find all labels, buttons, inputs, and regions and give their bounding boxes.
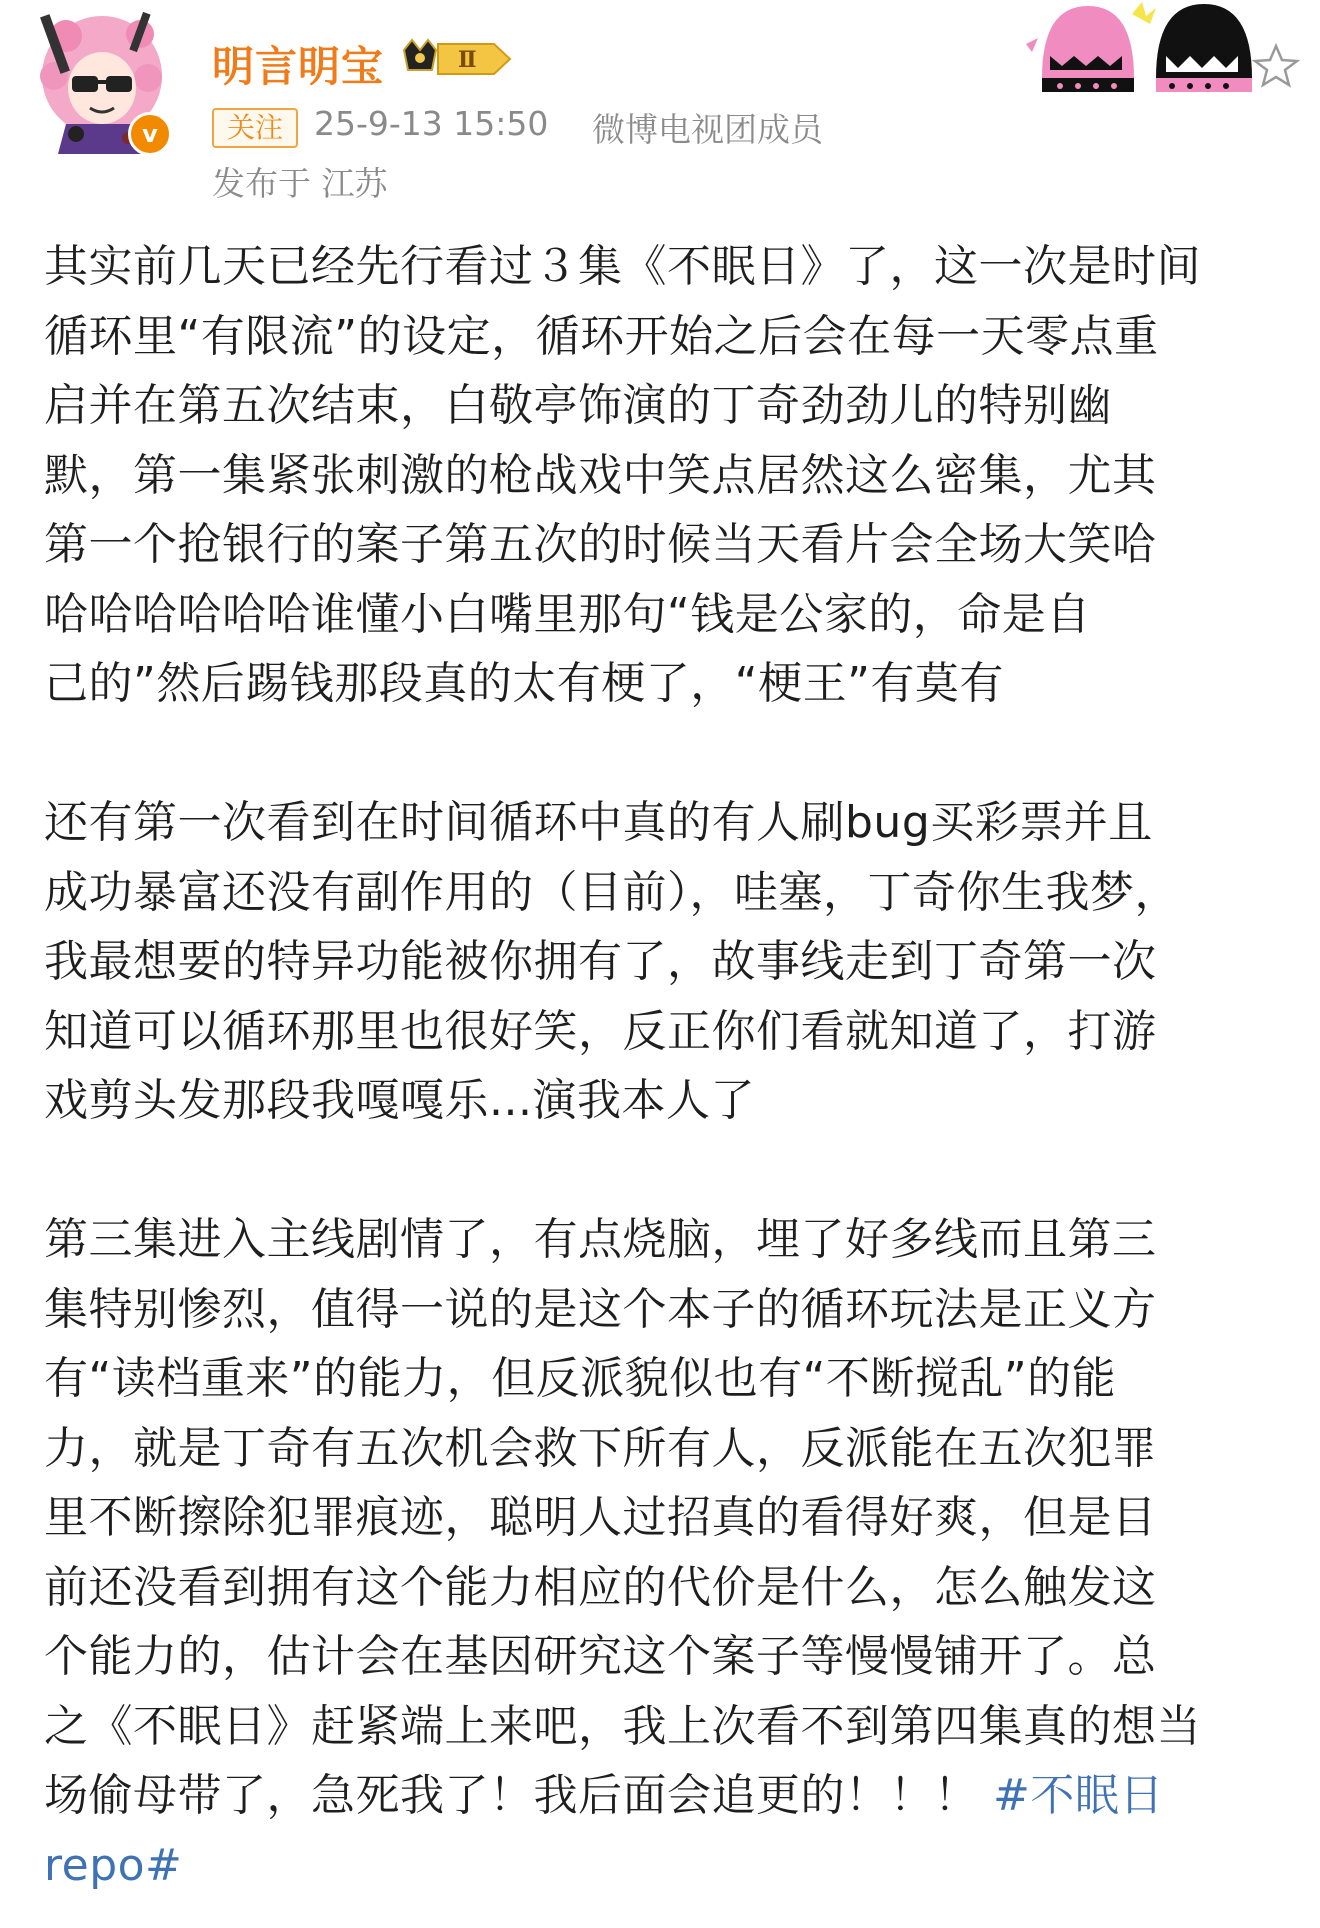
post-location: 发布于 江苏	[212, 164, 388, 203]
post-paragraph-2: 还有第一次看到在时间循环中真的有人刷bug买彩票并且 成功暴富还没有副作用的（目前），哇塞，丁奇你生我梦， 我最想要的特异功能被你拥有了，故事线走到丁奇第一次 知道可以循环那里也很好笑，反正你们看就知道了，打游 戏剪头发那段我嘎嘎乐...演我本人了	[44, 797, 1179, 1126]
follow-button[interactable]: 关注	[212, 108, 298, 148]
post-paragraph-3-text: 第三集进入主线剧情了，有点烧脑，埋了好多线而且第三 集特别惨烈，值得一说的是这个本子的循环玩法是正义方 有“读档重来”的能力，但反派貌似也有“不断搅乱”的能 力，就是丁奇有五次机会救下所有人，反派能在五次犯罪 里不断擦除犯罪痕迹，聪明人过招真的看得好爽，但是目 前还没看到拥有这个能力相应的代价是什么，怎么触发这 个能力的，估计会在基因研究这个案子等慢慢铺开了。总 之《不眠日》赶紧端上来吧，我上次看不到第四集真的想当 场偷母带了，急死我了！我后面会追更的！！！	[44, 1214, 1201, 1821]
monster-decoration-icon	[1020, 0, 1320, 100]
hashtag-link[interactable]: #不眠日 repo#	[44, 1770, 1164, 1891]
post-paragraph-1: 其实前几天已经先行看过３集《不眠日》了，这一次是时间 循环里“有限流”的设定，循环开始之后会在每一天零点重 启并在第五次结束，白敬亭饰演的丁奇劲劲儿的特别幽 默，第一集紧张刺激的枪战戏中笑点居然这么密集，尤其 第一个抢银行的案子第五次的时候当天看片会全场大笑哈 哈哈哈哈哈哈谁懂小白嘴里那句“钱是公家的，命是自 己的”然后踢钱那段真的太有梗了，“梗王”有莫有	[44, 241, 1201, 709]
vip-level-text: Ⅱ	[458, 47, 477, 73]
post-body	[44, 232, 1284, 1900]
post-paragraph-3	[44, 1205, 1284, 1900]
post-timestamp: 25-9-13 15:50	[314, 104, 549, 143]
star-outline-icon	[1255, 46, 1297, 85]
username[interactable]: 明言明宝	[212, 42, 385, 91]
post-header	[0, 0, 1320, 203]
member-label[interactable]: 微博电视团成员	[592, 110, 823, 149]
verified-badge-icon: v	[128, 112, 172, 156]
crown-vip-icon[interactable]	[398, 36, 516, 82]
